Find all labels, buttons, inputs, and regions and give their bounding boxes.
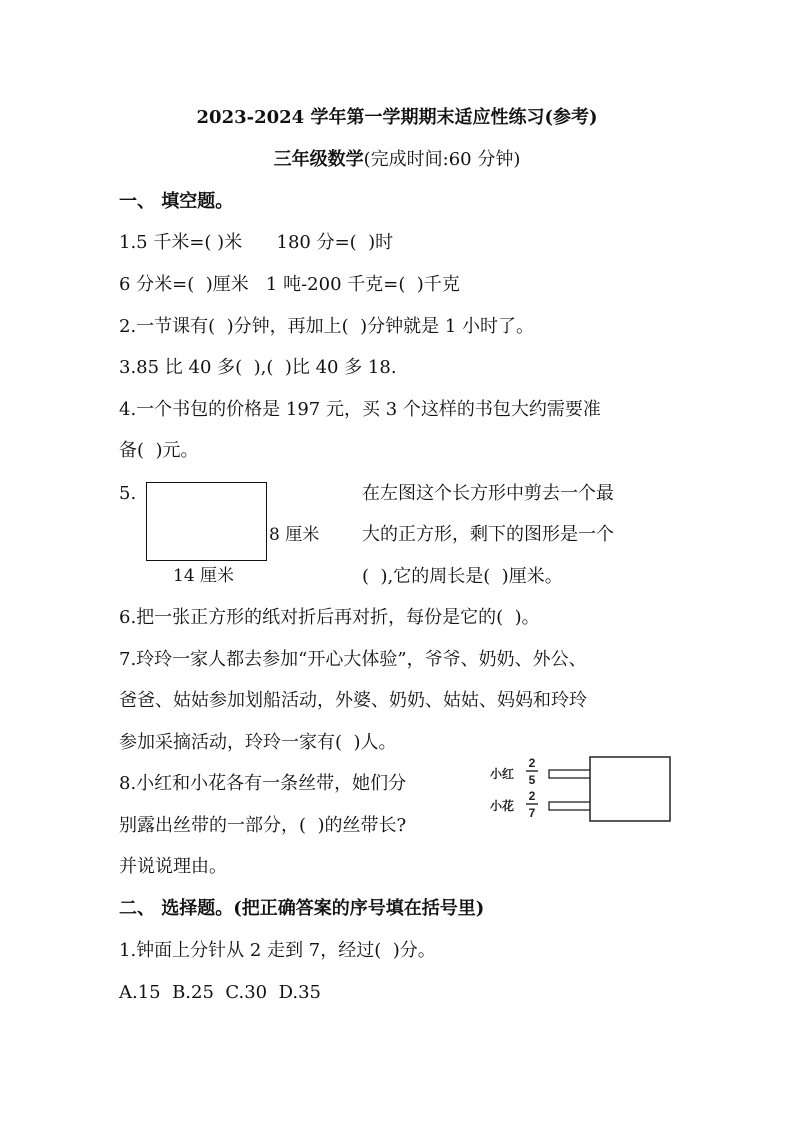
s2-q1-options: A.15 B.25 C.30 D.35 — [119, 982, 321, 1003]
q5-text-line-2: 大的正方形，剩下的图形是一个 — [362, 524, 614, 545]
rectangle-width-label: 14 厘米 — [173, 566, 235, 586]
fraction-1-numerator: 2 — [528, 756, 536, 770]
s2-q1-text: 1.钟面上分针从 2 走到 7，经过( )分。 — [119, 940, 436, 961]
q3-text: 3.85 比 40 多( ),( )比 40 多 18. — [119, 357, 397, 378]
q4-line-2: 备( )元。 — [119, 440, 199, 461]
ribbon-figure — [487, 750, 677, 830]
page-subtitle — [0, 148, 794, 172]
q5-text-line-1: 在左图这个长方形中剪去一个最 — [362, 483, 614, 504]
q7-line-2: 爸爸、姑姑参加划船活动，外婆、奶奶、姑姑、妈妈和玲玲 — [119, 690, 587, 711]
q8-line-1: 8.小红和小花各有一条丝带，她们分 — [119, 773, 407, 794]
covering-box — [590, 757, 670, 821]
q7-line-3: 参加采摘活动，玲玲一家有( )人。 — [119, 732, 397, 753]
q5-text-line-3: ( ),它的周长是( )厘米。 — [362, 566, 563, 587]
subtitle-time: (完成时间:60 分钟) — [363, 149, 521, 170]
subtitle-grade: 三年级数学 — [273, 149, 364, 170]
q8-line-2: 别露出丝带的一部分，( )的丝带长? — [119, 815, 407, 836]
q1-line-2: 6 分米=( )厘米 1 吨-200 千克=( )千克 — [119, 274, 460, 295]
rectangle-height-label: 8 厘米 — [269, 525, 320, 545]
q7-line-1: 7.玲玲一家人都去参加“开心大体验”，爷爷、奶奶、外公、 — [119, 649, 587, 670]
fraction-2-denominator: 7 — [528, 806, 536, 820]
q2-text: 2.一节课有( )分钟，再加上( )分钟就是 1 小时了。 — [119, 316, 535, 337]
section-2-heading: 二、 选择题。(把正确答案的序号填在括号里) — [119, 898, 485, 919]
fraction-2-numerator: 2 — [528, 789, 536, 803]
rectangle-figure — [146, 482, 267, 561]
q6-text: 6.把一张正方形的纸对折后再对折，每份是它的( )。 — [119, 607, 540, 628]
section-1-heading: 一、 填空题。 — [119, 191, 234, 212]
ribbon-xiaohong — [549, 770, 593, 778]
q1-line-1: 1.5 千米=( )米 180 分=( )时 — [119, 232, 394, 253]
fraction-1-denominator: 5 — [528, 773, 536, 787]
ribbon-label-xiaohua: 小花 — [490, 799, 515, 813]
q5-number: 5. — [119, 483, 137, 504]
ribbon-label-xiaohong: 小红 — [490, 767, 515, 781]
ribbon-xiaohua — [549, 802, 593, 810]
q4-line-1: 4.一个书包的价格是 197 元，买 3 个这样的书包大约需要准 — [119, 399, 601, 420]
page-title: 2023-2024 学年第一学期期末适应性练习(参考) — [196, 107, 598, 128]
q8-line-3: 并说说理由。 — [119, 856, 227, 877]
